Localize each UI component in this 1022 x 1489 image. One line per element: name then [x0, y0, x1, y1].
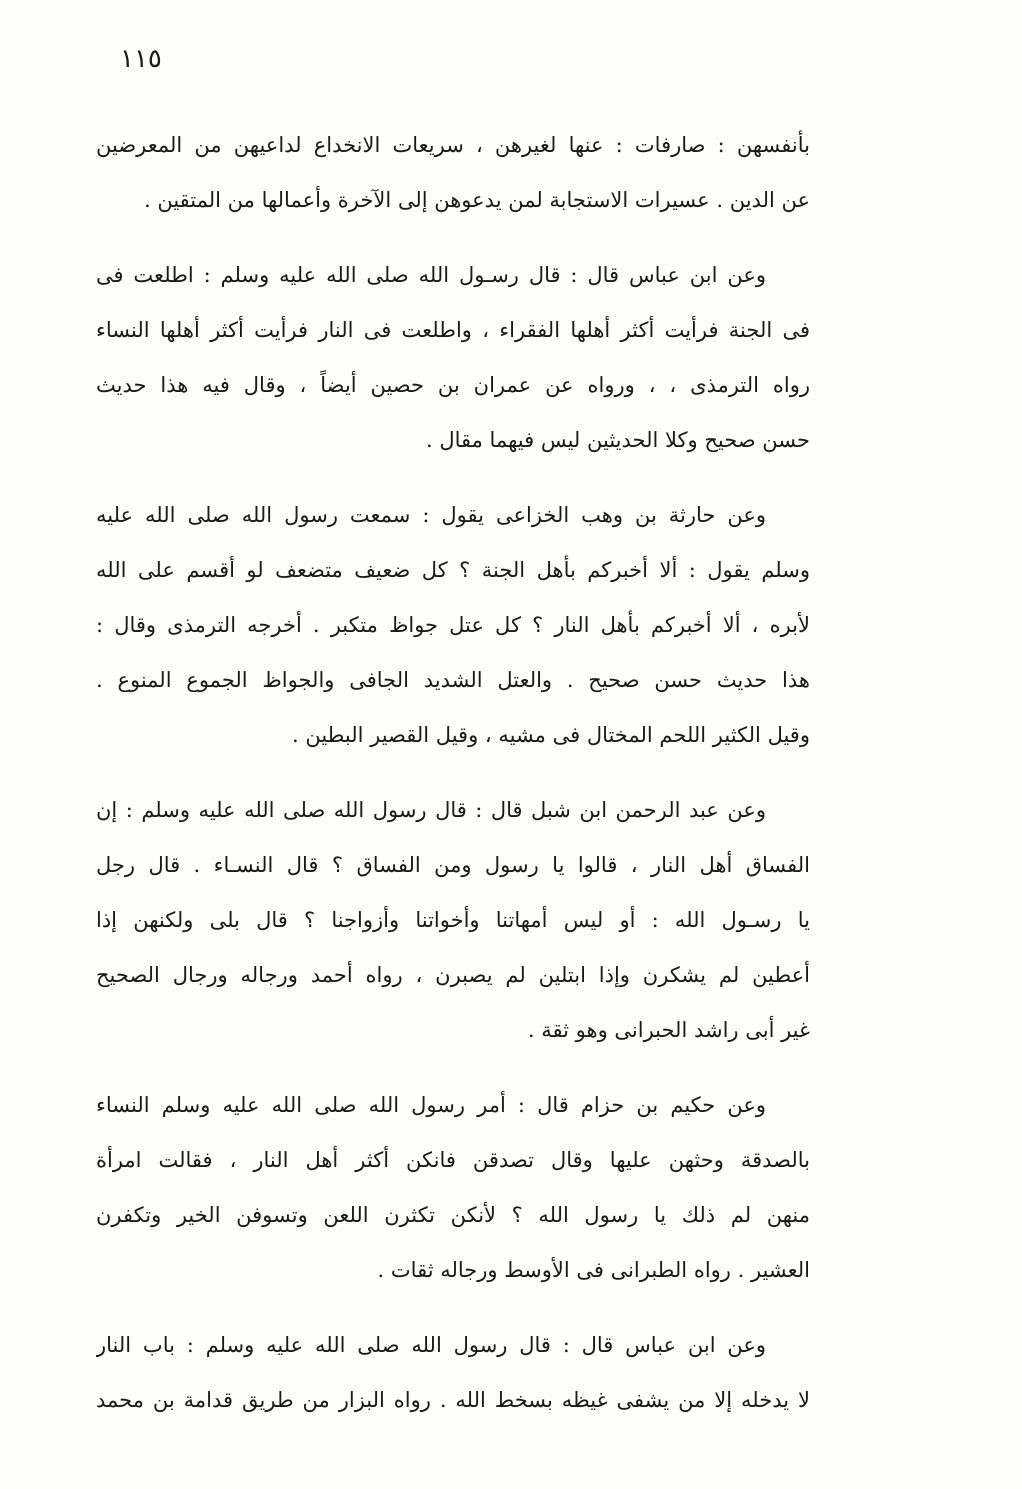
text-line: لا يدخله إلا من يشفى غيظه بسخط الله . رواه البزار من طريق قدامة بن محمد [96, 1388, 810, 1412]
paragraph-3 [96, 488, 810, 763]
text-line: لأبره ، ألا أخبركم بأهل النار ؟ كل عتل جواظ متكبر . أخرجه الترمذى وقال : [96, 613, 810, 637]
paragraph-4 [96, 783, 810, 1058]
paragraph-1 [96, 118, 810, 228]
body-text [96, 118, 810, 1448]
page-number: ١١٥ [120, 44, 162, 74]
text-line: وعن حارثة بن وهب الخزاعى يقول : سمعت رسول الله صلى الله عليه [96, 503, 766, 527]
text-line: وعن عبد الرحمن ابن شبل قال : قال رسول الله صلى الله عليه وسلم : إن [96, 798, 766, 822]
text-line: حسن صحيح وكلا الحديثين ليس فيهما مقال . [426, 428, 810, 452]
text-line: بأنفسهن : صارفات : عنها لغيرهن ، سريعات الانخداع لداعيهن من المعرضين [96, 133, 810, 157]
text-line: رواه الترمذى ، ، ورواه عن عمران بن حصين أيضاً ، وقال فيه هذا حديث [96, 373, 810, 397]
text-line: يا رسـول الله : أو ليس أمهاتنا وأخواتنا وأزواجنا ؟ قال بلى ولكنهن إذا [96, 908, 810, 932]
text-line: فى الجنة فرأيت أكثر أهلها الفقراء ، واطلعت فى النار فرأيت أكثر أهلها النساء [96, 318, 810, 342]
text-line: الفساق أهل النار ، قالوا يا رسول ومن الفساق ؟ قال النسـاء . قال رجل [96, 853, 810, 877]
paragraph-2 [96, 248, 810, 468]
text-line: العشير . رواه الطبرانى فى الأوسط ورجاله ثقات . [377, 1258, 810, 1282]
paragraph-6 [96, 1318, 810, 1428]
text-line: عن الدين . عسيرات الاستجابة لمن يدعوهن إلى الآخرة وأعمالها من المتقين . [143, 188, 810, 212]
text-line: غير أبى راشد الحبرانى وهو ثقة . [527, 1018, 810, 1042]
text-line: وعن حكيم بن حزام قال : أمر رسول الله صلى الله عليه وسلم النساء [96, 1093, 766, 1117]
paragraph-5 [96, 1078, 810, 1298]
text-line: منهن لم ذلك يا رسول الله ؟ لأنكن تكثرن اللعن وتسوفن الخير وتكفرن [96, 1203, 810, 1227]
text-line: وعن ابن عباس قال : قال رسـول الله صلى الله عليه وسلم : اطلعت فى [96, 263, 766, 287]
text-line: وقيل الكثير اللحم المختال فى مشيه ، وقيل القصير البطين . [291, 723, 810, 747]
text-line: بالصدقة وحثهن عليها وقال تصدقن فانكن أكثر أهل النار ، فقالت امرأة [96, 1148, 810, 1172]
text-line: هذا حديث حسن صحيح . والعتل الشديد الجافى والجواظ الجموع المنوع . [96, 668, 810, 692]
text-line: وسلم يقول : ألا أخبركم بأهل الجنة ؟ كل ضعيف متضعف لو أقسم على الله [96, 558, 810, 582]
text-line: أعطين لم يشكرن وإذا ابتلين لم يصبرن ، رواه أحمد ورجاله ورجال الصحيح [96, 963, 810, 987]
text-line: وعن ابن عباس قال : قال رسول الله صلى الله عليه وسلم : باب النار [96, 1333, 766, 1357]
